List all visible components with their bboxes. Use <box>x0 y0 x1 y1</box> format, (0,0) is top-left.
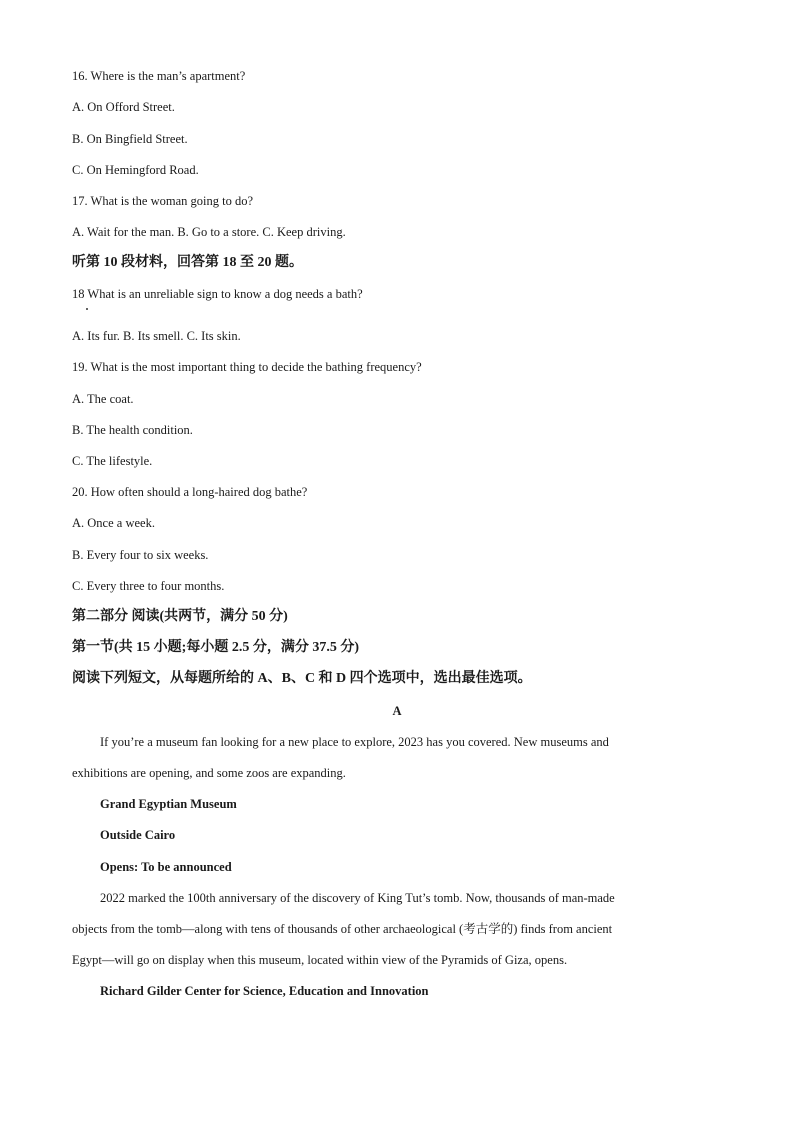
part-2-section-1-heading: 第一节(共 15 小题;每小题 2.5 分，满分 37.5 分) <box>72 640 359 655</box>
passage-intro-line-2: exhibitions are opening, and some zoos are expanding. <box>72 766 346 780</box>
museum-2-name: Richard Gilder Center for Science, Education and Innovation <box>100 984 429 998</box>
passage-intro-line-1: If you’re a museum fan looking for a new place to explore, 2023 has you covered. New museums and <box>100 735 609 749</box>
question-17-options: A. Wait for the man. B. Go to a store. C. Keep driving. <box>72 225 346 239</box>
reading-instruction: 阅读下列短文，从每题所给的 A、B、C 和 D 四个选项中，选出最佳选项。 <box>72 671 532 686</box>
question-19-option-b: B. The health condition. <box>72 423 193 437</box>
question-18-options: A. Its fur. B. Its smell. C. Its skin. <box>72 329 241 343</box>
question-16-option-a: A. On Offord Street. <box>72 100 175 114</box>
question-20-option-a: A. Once a week. <box>72 516 155 530</box>
part-2-heading: 第二部分 阅读(共两节，满分 50 分) <box>72 609 288 624</box>
question-16-stem: 16. Where is the man’s apartment? <box>72 69 246 83</box>
museum-1-name: Grand Egyptian Museum <box>100 797 237 811</box>
question-20-option-c: C. Every three to four months. <box>72 579 225 593</box>
question-20-option-b: B. Every four to six weeks. <box>72 548 209 562</box>
museum-1-description-line-3: Egypt—will go on display when this museum, located within view of the Pyramids of Giza, opens. <box>72 953 568 967</box>
question-19-stem: 19. What is the most important thing to decide the bathing frequency? <box>72 360 422 374</box>
question-20-stem: 20. How often should a long-haired dog bathe? <box>72 485 308 499</box>
question-19-option-c: C. The lifestyle. <box>72 454 153 468</box>
passage-label: A <box>392 704 402 718</box>
section-10-heading: 听第 10 段材料，回答第 18 至 20 题。 <box>72 255 303 270</box>
question-17-stem: 17. What is the woman going to do? <box>72 194 253 208</box>
question-18-stem: 18 What is an unreliable sign to know a dog needs a bath? <box>72 287 363 301</box>
museum-1-description-line-1: 2022 marked the 100th anniversary of the discovery of King Tut’s tomb. Now, thousands of man-made <box>100 891 615 905</box>
museum-1-opening: Opens: To be announced <box>100 860 232 874</box>
question-16-option-b: B. On Bingfield Street. <box>72 132 188 146</box>
question-19-option-a: A. The coat. <box>72 392 134 406</box>
stray-dot <box>86 308 88 310</box>
museum-1-location: Outside Cairo <box>100 828 176 842</box>
museum-1-description-line-2: objects from the tomb—along with tens of thousands of other archaeological (考古学的) finds from ancient <box>72 922 613 936</box>
question-16-option-c: C. On Hemingford Road. <box>72 163 199 177</box>
